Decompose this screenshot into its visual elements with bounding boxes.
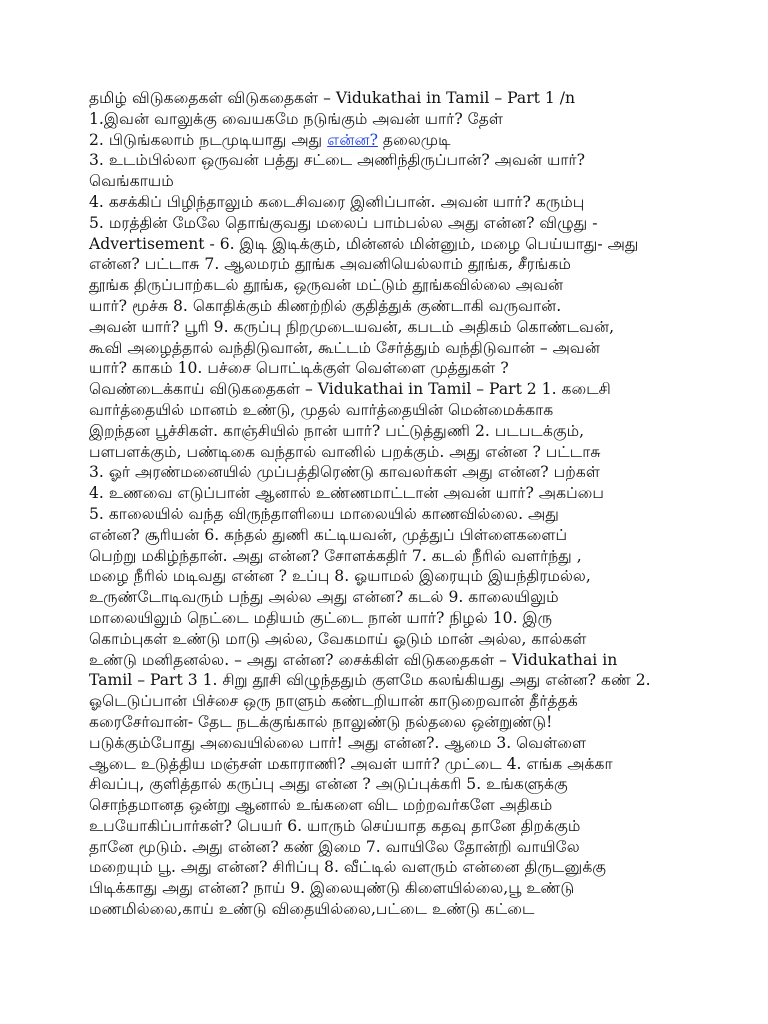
text-line-18: பளபளக்கும், பண்டிகை வந்தால் வானில் பறக்கும். அது என்ன ? பட்டாசு [89, 442, 601, 461]
text-line-40: மணமில்லை,காய் உண்டு விதையில்லை,பட்டை உண்டு கட்டை [89, 900, 535, 919]
document-body [89, 88, 689, 920]
text-line-32: படுக்கும்போது அவையில்லை பார்! அது என்ன?. ஆமை 3. வெள்ளை [89, 733, 587, 752]
text-line-8: Advertisement - 6. இடி இடிக்கும், மின்னல் மின்னும், மழை பெய்யாது- அது [89, 234, 639, 253]
text-line-7: 5. மரத்தின் மேலே தொங்குவது மலைப் பாம்பல்ல அது என்ன? விழுது - [89, 213, 598, 232]
text-line-20: 4. உணவை எடுப்பான் ஆனால் உண்ணமாட்டான் அவன் யார்? அகப்பை [89, 484, 605, 503]
text-line-16: வார்த்தையில் மானம் உண்டு, முதல் வார்த்தையின் மென்மைக்காக [89, 400, 554, 419]
text-line-5: வெங்காயம் [89, 172, 174, 191]
text-line-25: உருண்டோடிவரும் பந்து அல்ல அது என்ன? கடல் 9. காலையிலும் [89, 588, 559, 607]
text-line-37: தானே மூடும். அது என்ன? கண் இமை 7. வாயிலே தோன்றி வாயிலே [89, 837, 580, 856]
text-line-2: 1.இவன் வாலுக்கு வையகமே நடுங்கும் அவன் யார்? தேள் [89, 109, 503, 128]
text-line-17: இறந்தன பூச்சிகள். காஞ்சியில் நான் யார்? பட்டுத்துணி 2. படபடக்கும், [89, 421, 585, 440]
text-line-3 [89, 130, 689, 151]
text-line-13: கூவி அழைத்தால் வந்திடுவான், கூட்டம் சேர்த்தும் வந்திடுவான் – அவன் [89, 338, 600, 357]
text-line-28: உண்டு மனிதனல்ல. – அது என்ன? சைக்கிள் விடுகதைகள் – Vidukathai in [89, 650, 618, 669]
text-line-15: வெண்டைக்காய் விடுகதைகள் – Vidukathai in Tamil – Part 2 1. கடைசி [89, 380, 611, 399]
text-line-12: அவன் யார்? பூரி 9. கருப்பு நிறமுடையவன், கபடம் அதிகம் கொண்டவன், [89, 317, 615, 336]
text-line-1: தமிழ் விடுகதைகள் விடுகதைகள் – Vidukathai in Tamil – Part 1 /n [89, 89, 576, 107]
text-line-39: பிடிக்காது அது என்ன? நாய் 9. இலையுண்டு கிளையில்லை,பூ உண்டு [89, 879, 575, 898]
text-line-3-end: தலைமுடி [377, 130, 451, 149]
text-line-19: 3. ஓர் அரண்மனையில் முப்பத்திரெண்டு காவலர்கள் அது என்ன? பற்கள் [89, 463, 600, 482]
text-line-24: மழை நீரில் மடிவது என்ன ? உப்பு 8. ஓயாமல் இரையும் இயந்திரமல்ல, [89, 567, 591, 586]
text-line-3-start: 2. பிடுங்கலாம் நடமுடியாது அது [89, 130, 323, 149]
text-line-10: தூங்க திருப்பாற்கடல் தூங்க, ஒருவன் மட்டும் தூங்கவில்லை அவன் [89, 276, 564, 295]
text-line-36: உபயோகிப்பார்கள்? பெயர் 6. யாரும் செய்யாத கதவு தானே திறக்கும் [89, 816, 581, 835]
text-line-27: கொம்புகள் உண்டு மாடு அல்ல, வேகமாய் ஓடும் மான் அல்ல, கால்கள் [89, 629, 587, 648]
text-line-30: ஓடெடுப்பான் பிச்சை ஒரு நாளும் கண்டறியான் காடுறைவான் தீர்த்தக் [89, 692, 578, 711]
text-line-26: மாலையிலும் நெட்டை மதியம் குட்டை நான் யார்? நிழல் 10. இரு [89, 608, 553, 627]
text-line-4: 3. உடம்பில்லா ஒருவன் பத்து சட்டை அணிந்திருப்பான்? அவன் யார்? [89, 151, 585, 170]
text-line-38: மறையும் பூ. அது என்ன? சிரிப்பு 8. வீட்டில் வளரும் என்னை திருடனுக்கு [89, 858, 607, 877]
text-line-14: யார்? காகம் 10. பச்சை பொட்டிக்குள் வெள்ளை முத்துகள் ? [89, 359, 509, 378]
text-line-21: 5. காலையில் வந்த விருந்தாளியை மாலையில் காணவில்லை. அது [89, 504, 559, 523]
inline-link[interactable]: என்ன? [327, 130, 378, 149]
text-line-11: யார்? மூச்சு 8. கொதிக்கும் கிணற்றில் குதித்துக் குண்டாகி வருவான். [89, 296, 562, 315]
text-line-9: என்ன? பட்டாசு 7. ஆலமரம் தூங்க அவனியெல்லாம் தூங்க, சீரங்கம் [89, 255, 571, 274]
text-line-35: சொந்தமானத ஒன்று ஆனால் உங்களை விட மற்றவர்களே அதிகம் [89, 796, 553, 815]
text-line-31: கரைசேர்வான்- தேட நடக்குங்கால் நாலுண்டு நல்தலை ஒன்றுண்டு! [89, 712, 553, 731]
text-line-33: ஆடை உடுத்திய மஞ்சள் மகாராணி? அவள் யார்? முட்டை 4. எங்க அக்கா [89, 754, 613, 773]
text-line-29: Tamil – Part 3 1. சிறு தூசி விழுந்ததும் குளமே கலங்கியது அது என்ன? கண் 2. [89, 671, 651, 690]
text-line-6: 4. கசக்கிப் பிழிந்தாலும் கடைசிவரை இனிப்பான். அவன் யார்? கரும்பு [89, 192, 585, 211]
text-line-22: என்ன? சூரியன் 6. கந்தல் துணி கட்டியவன், முத்துப் பிள்ளைகளைப் [89, 525, 568, 544]
text-line-34: சிவப்பு, குளித்தால் கருப்பு அது என்ன ? அடுப்புக்கரி 5. உங்களுக்கு [89, 775, 568, 794]
text-line-23: பெற்று மகிழ்ந்தான். அது என்ன? சோளக்கதிர் 7. கடல் நீரில் வளர்ந்து , [89, 546, 582, 565]
